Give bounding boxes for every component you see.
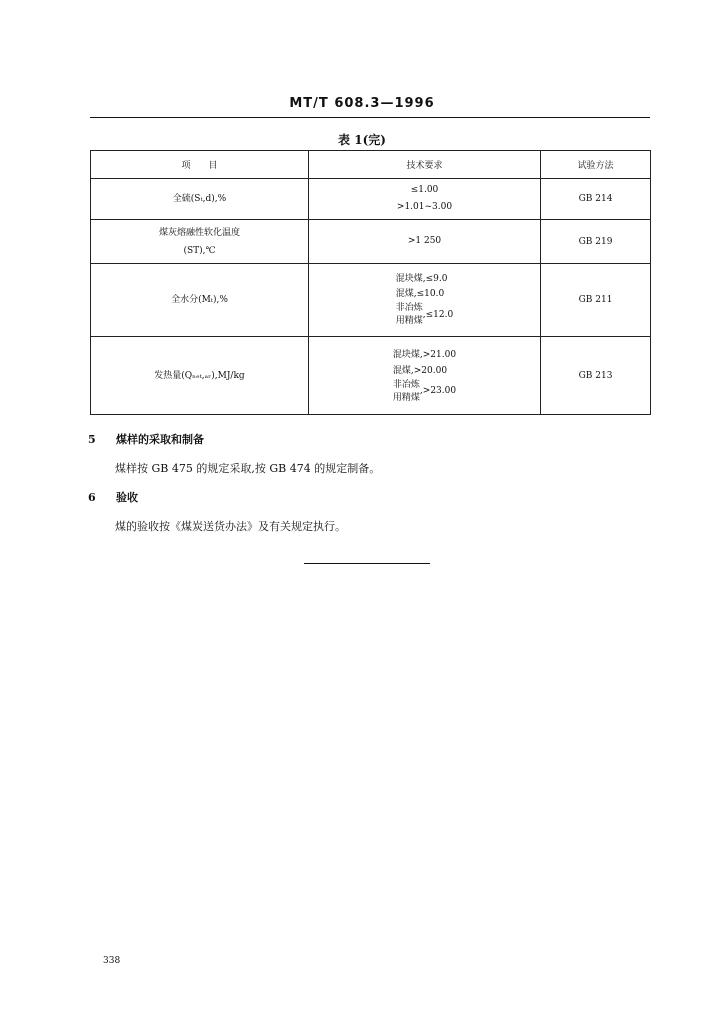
section-body: 煤样按 GB 475 的规定采取,按 GB 474 的规定制备。 <box>115 462 381 475</box>
table-row <box>91 264 651 337</box>
stacked-label: 用精煤 <box>392 392 420 403</box>
method-cell: GB 213 <box>541 337 651 415</box>
item-cell <box>91 179 309 220</box>
section-number: 6 <box>88 491 96 504</box>
table-row <box>91 337 651 415</box>
standard-number: MT/T 608.3—1996 <box>289 96 435 111</box>
end-rule <box>304 563 430 564</box>
table-row <box>91 179 651 220</box>
section-body: 煤的验收按《煤炭送货办法》及有关规定执行。 <box>115 520 346 533</box>
requirement-line: >1.01~3.00 <box>396 202 453 212</box>
requirement-line: 混块煤,≤9.0 <box>395 274 448 284</box>
item-label: 全水分(Mₜ),% <box>171 295 228 305</box>
stacked-label: 用精煤 <box>395 316 423 326</box>
table-header-row <box>91 151 651 179</box>
requirement-line <box>396 302 453 328</box>
requirement-line <box>393 379 456 405</box>
item-label: (ST),℃ <box>183 245 216 256</box>
spec-table <box>90 150 651 415</box>
section-title: 煤样的采取和制备 <box>116 433 204 446</box>
item-label: 发热量(Qₙₑₜ,ₐᵣ),MJ/kg <box>154 370 245 381</box>
item-label: 全硫(Sₜ,d),% <box>172 194 227 204</box>
section-number: 5 <box>88 433 96 446</box>
requirement-line: 混块煤,>21.00 <box>392 349 457 360</box>
requirement-line: 混煤,>20.00 <box>392 365 448 376</box>
requirement-line: ≤1.00 <box>410 185 439 195</box>
section-heading <box>88 489 138 505</box>
requirement-line: >1 250 <box>407 236 442 246</box>
requirement-cell <box>309 179 541 220</box>
method-cell: GB 214 <box>541 179 651 220</box>
item-cell <box>91 264 309 337</box>
requirement-line: 混煤,≤10.0 <box>395 289 445 299</box>
requirement-cell <box>309 264 541 337</box>
section-heading <box>88 431 204 447</box>
table-row <box>91 220 651 264</box>
column-header-requirement: 技术要求 <box>309 151 541 179</box>
method-cell: GB 219 <box>541 220 651 264</box>
requirement-cell <box>309 337 541 415</box>
table-caption: 表 1(完) <box>338 133 386 147</box>
header-rule <box>90 117 650 118</box>
requirement-cell <box>309 220 541 264</box>
page-number: 338 <box>103 956 121 966</box>
column-header-method: 试验方法 <box>541 151 651 179</box>
requirement-value: ,≤12.0 <box>422 309 454 320</box>
stacked-label: 非冶炼 <box>395 303 423 313</box>
item-cell <box>91 337 309 415</box>
item-cell <box>91 220 309 264</box>
column-header-item: 项 目 <box>91 151 309 179</box>
method-cell: GB 211 <box>541 264 651 337</box>
section-title: 验收 <box>116 491 138 504</box>
item-label: 煤灰熔融性软化温度 <box>158 227 240 238</box>
stacked-label: 非冶炼 <box>392 379 420 390</box>
requirement-value: ,>23.00 <box>419 386 457 396</box>
